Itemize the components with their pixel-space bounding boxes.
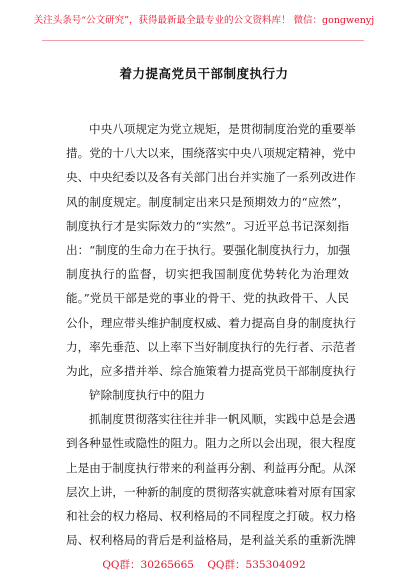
header-divider [42,40,364,41]
body-line: 中央八项规定为党立规矩，是贯彻制度治党的重要举 [89,122,356,136]
body-line: 公仆，理应带头维护制度权威、着力提高自身的制度执行 [66,315,356,330]
body-line: 能。”党员干部是党的事业的骨干、党的执政骨干、人民 [66,291,349,306]
document-body [66,117,356,552]
body-line: 和社会的权力格局、权利格局的不同程度之打破。权力格 [66,509,356,523]
promo-footer: QQ群：30265665 QQ群：535304092 [102,559,306,571]
body-line: 央、中央纪委以及各有关部门出台并实施了一系列改进作 [66,170,356,185]
body-line: 为此，应多措并举、综合施策着力提高党员干部制度执行 [66,363,356,378]
body-line: 局、权利格局的背后是利益格局，是利益关系的重新洗牌 [66,533,356,548]
body-line: 出：“制度的生命力在于执行。要强化制度执行力，加强 [66,242,351,257]
body-line: 抓制度贯彻落实往往并非一帆风顺，实践中总是会遇 [89,412,356,427]
body-line: 制度执行才是实际效力的“实然”。习近平总书记深刻指 [66,218,349,233]
document-title: 着力提高党员干部制度执行力 [119,66,289,81]
section-heading: 铲除制度执行中的阻力 [89,388,205,403]
body-line: 上是由于制度执行带来的利益再分割、利益再分配。从深 [66,460,356,475]
body-line: 层次上讲，一种新的制度的贯彻落实就意味着对原有国家 [66,484,356,499]
body-line: 力，率先垂范、以上率下当好制度执行的先行者、示范者 [66,339,356,354]
body-line: 措。党的十八大以来，围绕落实中央八项规定精神，党中 [66,146,356,161]
promo-header: 关注头条号“公文研究”，获得最新最全最专业的公文资料库！ 微信：gongwenyj [33,15,375,26]
body-line: 到各种显性或隐性的阻力。阻力之所以会出现，很大程度 [66,436,356,451]
body-line: 制度执行的监督，切实把我国制度优势转化为治理效 [66,267,349,282]
body-line: 风的制度规定。制度制定出来只是预期效力的“应然”， [66,194,349,209]
